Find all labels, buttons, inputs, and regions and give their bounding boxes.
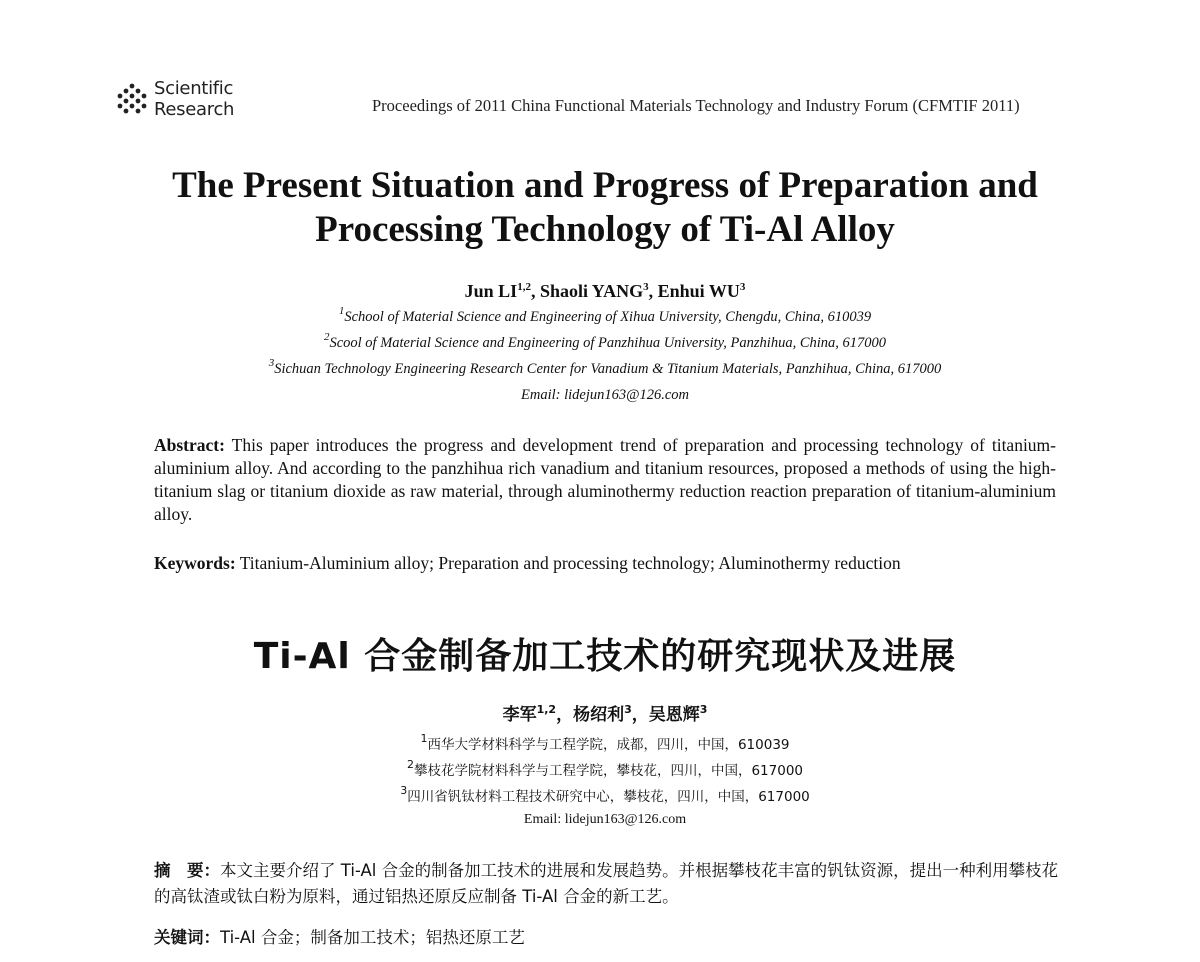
- proceedings-header: Proceedings of 2011 China Functional Materials Technology and Industry Forum (CFMTIF 2011): [372, 96, 1020, 115]
- keywords: [154, 553, 901, 574]
- chinese-keywords: [154, 924, 525, 948]
- keywords-text: Titanium-Aluminium alloy; Preparation and processing technology; Aluminothermy reduction: [235, 553, 901, 573]
- chinese-abstract: [154, 858, 1064, 910]
- author-affil-sup: 3: [624, 703, 632, 716]
- author-separator: ,: [648, 281, 658, 301]
- author-affil-sup: 1,2: [517, 281, 531, 293]
- author-affil-sup: 3: [699, 703, 708, 716]
- author-affil-sup: 3: [643, 281, 649, 293]
- affil-sup: 2: [406, 758, 414, 771]
- chinese-affiliation: [100, 785, 1110, 805]
- author-separator: ，: [631, 705, 649, 725]
- author-name: 杨绍利: [573, 705, 625, 725]
- affil-text: School of Material Science and Engineering of Xihua University, Chengdu, China, 610039: [344, 309, 872, 325]
- affil-sup: 2: [323, 331, 330, 343]
- chinese-title: Ti-Al 合金制备加工技术的研究现状及进展: [253, 636, 957, 677]
- author-name: Shaoli YANG: [539, 281, 644, 301]
- affil-text: Sichuan Technology Engineering Research Center for Vanadium & Titanium Materials, Panzhihua, China, 617000: [274, 361, 942, 377]
- logo-line-2: Research: [154, 99, 235, 120]
- chinese-keywords-label: 关键词：: [154, 928, 220, 947]
- email: Email: lidejun163@126.com: [521, 387, 689, 403]
- chinese-affiliation: [100, 759, 1110, 779]
- abstract: [154, 434, 1056, 526]
- chinese-author-list: [100, 700, 1110, 725]
- author-name: 李军: [502, 705, 537, 725]
- author-name: 吴恩辉: [648, 705, 700, 725]
- author-name: Enhui WU: [657, 281, 740, 301]
- affil-text: Scool of Material Science and Engineering of Panzhihua University, Panzhihua, China, 617000: [329, 335, 887, 351]
- scientific-research-logo: [112, 78, 252, 124]
- author-separator: ，: [556, 705, 574, 725]
- affil-sup: 3: [400, 784, 408, 797]
- title-line-1: The Present Situation and Progress of Preparation and: [172, 165, 1038, 206]
- author-separator: ,: [530, 281, 540, 301]
- affil-sup: 3: [268, 357, 275, 369]
- affil-sup: 1: [420, 732, 428, 745]
- affil-sup: 1: [338, 305, 345, 317]
- affiliation: [100, 305, 1110, 326]
- author-affil-sup: 1,2: [536, 703, 557, 716]
- abstract-text: This paper introduces the progress and development trend of preparation and processing technology of titanium-aluminium alloy. And according to the panzhihua rich vanadium and titanium resources, proposed a methods of using the high-titanium slag or titanium dioxide as raw material, through aluminothermy reduction reaction preparation of titanium-aluminium alloy.: [154, 435, 1056, 524]
- keywords-label: Keywords:: [154, 553, 236, 573]
- paper-title: [100, 164, 1110, 252]
- affiliation: [100, 331, 1110, 352]
- logo-text: [154, 78, 234, 120]
- abstract-label: Abstract:: [154, 435, 225, 455]
- affil-text: 四川省钒钛材料工程技术研究中心，攀枝花，四川，中国，617000: [407, 789, 810, 805]
- author-name: Jun LI: [464, 281, 518, 301]
- chinese-email: Email: lidejun163@126.com: [523, 812, 687, 827]
- chinese-keywords-text: Ti-Al 合金；制备加工技术；铝热还原工艺: [220, 928, 525, 947]
- author-affil-sup: 3: [739, 281, 746, 293]
- chinese-affiliation: [100, 733, 1110, 753]
- chinese-abstract-label: 摘 要：: [154, 861, 220, 880]
- author-list: [100, 281, 1110, 302]
- logo-line-1: Scientific: [154, 78, 234, 99]
- logo-dots-icon: [112, 80, 152, 120]
- chinese-abstract-text: 本文主要介绍了 Ti-Al 合金的制备加工技术的进展和发展趋势。并根据攀枝花丰富的钒钛资源，提出一种利用攀枝花的高钛渣或钛白粉为原料，通过铝热还原反应制备 Ti-Al 合金的新工艺。: [154, 861, 1059, 906]
- affiliation: [100, 357, 1110, 378]
- title-line-2: Processing Technology of Ti-Al Alloy: [315, 209, 895, 250]
- affil-text: 西华大学材料科学与工程学院，成都，四川，中国，610039: [427, 737, 790, 753]
- affil-text: 攀枝花学院材料科学与工程学院，攀枝花，四川，中国，617000: [413, 763, 804, 779]
